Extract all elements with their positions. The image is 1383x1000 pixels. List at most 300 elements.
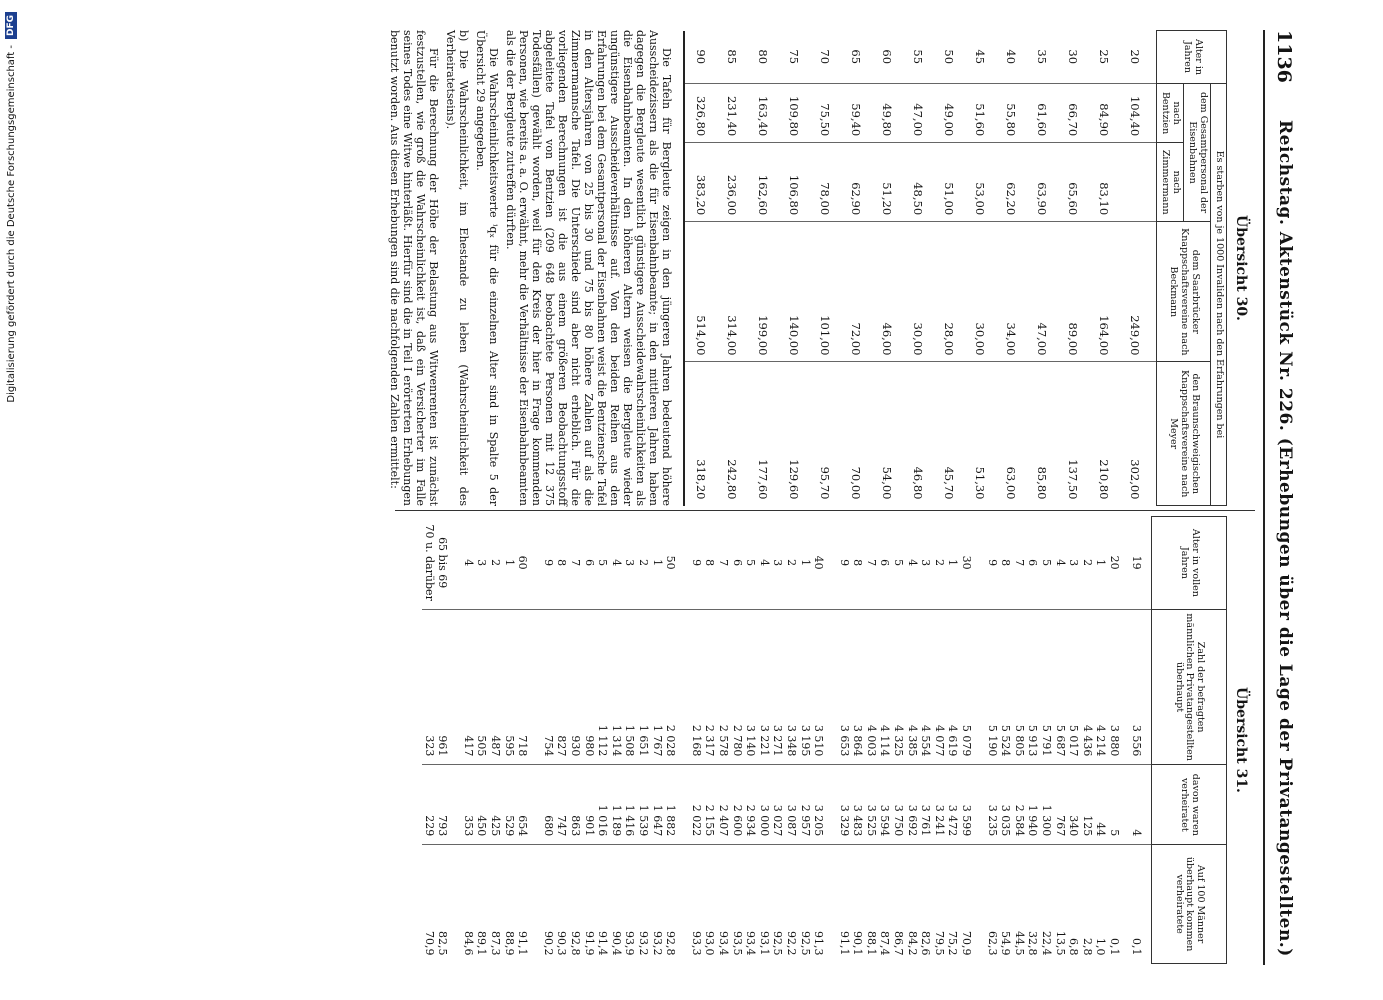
footer-text: Digitalisierung gefördert durch die Deutsche Forschungsgemeinschaft - [5,45,17,403]
zimmermann-cell: 51,20 [871,143,902,222]
brunswick-cell: 85,80 [1026,362,1057,506]
t31-head-age: Alter in vollen Jahren [1152,517,1227,610]
percent-cell: 6,8 [1067,845,1081,964]
bentzien-cell: 49,80 [871,84,902,143]
age-cell: 30 [960,555,974,570]
brunswick-cell: 137,50 [1057,362,1088,506]
total-cell: 754 [541,609,555,765]
table-row [798,517,812,964]
brunswick-cell: 302,00 [1119,362,1157,506]
table-row [851,517,865,964]
bentzien-cell: 49,00 [933,84,964,143]
total-cell: 961 [436,609,450,765]
total-cell: 1 314 [609,609,623,765]
bentzien-cell: 104,40 [1119,84,1157,143]
percent-cell: 90,3 [555,845,569,964]
overview-31-title: Übersicht 31. [1233,687,1249,793]
age-cell: 5 [596,559,610,567]
table-row [1067,517,1081,964]
percent-cell: 93,5 [730,845,744,964]
percent-cell: 88,9 [502,845,516,964]
table-row [809,31,840,506]
age-cell: 6 [1026,559,1040,567]
married-cell: 3 235 [985,765,999,845]
married-cell: 654 [516,765,530,845]
age-cell: 2 [637,559,650,567]
bentzien-cell: 61,60 [1026,84,1057,143]
age-cell: 75 [786,49,801,65]
table-row [502,517,516,964]
saar-cell: 34,00 [995,222,1026,362]
table-row [1026,517,1040,964]
age-cell: 2 [784,559,798,567]
age-cell: 1 [946,559,960,567]
age-cell: 45 [972,49,987,65]
total-cell: 4 385 [905,609,919,765]
age-cell: 4 [1053,559,1067,567]
zimmermann-cell: 106,80 [778,143,809,222]
saar-cell: 89,00 [1057,222,1088,362]
item-label: b) [457,30,471,42]
percent-cell: 70,9 [959,845,973,964]
bentzien-cell: 326,80 [684,84,716,143]
age-cell: 2 [489,559,503,567]
t30-head-rail: dem Gesamtpersonal der Eisenbahnen [1184,84,1211,222]
percent-cell: 44,5 [1012,845,1026,964]
percent-cell: 22,4 [1039,845,1053,964]
brunswick-cell: 46,80 [902,362,933,506]
zimmermann-cell [1119,143,1157,222]
percent-cell: 84,2 [905,845,919,964]
age-cell: 6 [878,559,892,567]
married-cell: 1 539 [636,765,650,845]
t30-head-zimmermann: nach Zimmermann [1157,143,1184,222]
table-row [892,517,906,964]
married-cell: 3 761 [919,765,933,845]
percent-cell: 54,9 [999,845,1013,964]
brunswick-cell: 63,00 [995,362,1026,506]
total-cell: 3 880 [1107,609,1121,765]
total-cell: 3 510 [812,609,826,765]
brunswick-cell: 54,00 [871,362,902,506]
age-cell: 9 [985,559,999,567]
percent-cell: 91,4 [596,845,610,964]
married-cell: 44 [1094,765,1108,845]
percent-cell: 84,6 [461,845,475,964]
married-cell: 3 525 [864,765,878,845]
married-cell: 3 241 [932,765,946,845]
item-text: Die Wahrscheinlichkeit, im Ehestande zu leben (Wahrscheinlichkeit des Verheiratetseins). [444,30,471,506]
age-cell: 5 [1040,559,1054,567]
age-cell: 7 [864,559,878,567]
age-cell: 8 [555,559,569,567]
percent-cell: 13,5 [1053,845,1067,964]
age-cell: 70 u. darüber [422,524,436,601]
age-cell: 35 [1034,49,1049,65]
age-cell: 19 [1129,555,1143,570]
percent-cell: 93,4 [744,845,758,964]
total-cell: 2 317 [703,609,717,765]
married-cell: 1 882 [664,765,678,845]
total-cell: 4 077 [932,609,946,765]
total-cell: 2 578 [716,609,730,765]
total-cell: 1 508 [623,609,637,765]
zimmermann-cell: 383,20 [684,143,716,222]
total-cell: 417 [461,609,475,765]
table-row [932,517,946,964]
total-cell: 3 195 [798,609,812,765]
table-row [568,517,582,964]
married-cell: 4 [1121,765,1152,845]
total-cell: 2 028 [664,609,678,765]
zimmermann-cell: 51,00 [933,143,964,222]
age-cell: 65 bis 69 [436,537,450,589]
t30-head-bentzien: nach Bentzien [1157,84,1184,143]
overview-30-table [683,30,1227,506]
age-cell: 90 [693,49,708,65]
total-cell: 2 780 [730,609,744,765]
overview-30-text [388,30,673,506]
married-cell: 353 [461,765,475,845]
overview-30-title: Übersicht 30. [1233,215,1249,321]
table-row [1094,517,1108,964]
married-cell: 1 016 [596,765,610,845]
total-cell: 3 653 [837,609,851,765]
t31-head-pct: Auf 100 Männer überhaupt kommen verheiratete [1152,845,1227,964]
percent-cell: 92,8 [664,845,678,964]
table-row [778,31,809,506]
age-cell: 2 [1080,559,1094,567]
page-title: Reichstag. Aktenstück Nr. 226. (Erhebungen über die Lage der Privatangestellten.) [1275,120,1295,957]
married-cell: 767 [1053,765,1067,845]
zimmermann-cell: 48,50 [902,143,933,222]
percent-cell: 86,7 [892,845,906,964]
paragraph: Die Tafeln für Bergleute zeigen in den jüngeren Jahren bedeutend höhere Ausscheidezissern als die für Eisenbahnbeamte; in den mittleren Jahren haben dagegen die Bergleute wesentlich günstigere Ausscheidewahrscheinlichkeiten als die Eisenbahnbeamten. In den höheren Altern weisen die Bergleute wieder ungünstigere Ausscheideverhältnisse auf. Von den beiden Reihen aus den Erfahrungen bei dem Gesamtpersonal der Eisenbahnen weist die Bentziensche Tafel in den Altersjahren von 25 bis 30 und 75 bis 80 höhere Zahlen auf als die Zimmermannsche Tafel. Die Unterschiede sind aber nicht erheblich. Für die vorliegenden Berechnungen ist die aus einem größeren Beobachtungsstoff abgeleitete Tafel von Bentzien (209 648 beobachtete Personen mit 12 375 Todesfällen) gewählt worden, weil für den Kreis der hier in Frage kommenden Personen, wie bereits a. a. O. erwähnt, mehr die Verhältnisse der Eisenbahnbeamten als die der Bergleute zutreffen dürften. [504,30,674,506]
row-spacer [677,517,689,964]
percent-cell: 87,3 [488,845,502,964]
percent-cell: 90,4 [609,845,623,964]
table-row [812,517,826,964]
saar-cell: 199,00 [747,222,778,362]
total-cell: 2 168 [689,609,703,765]
total-cell: 1 651 [636,609,650,765]
married-cell: 3 483 [851,765,865,845]
brunswick-cell: 95,70 [809,362,840,506]
age-cell: 5 [744,559,758,567]
percent-cell: 92,8 [568,845,582,964]
married-cell: 125 [1080,765,1094,845]
married-cell: 3 035 [999,765,1013,845]
brunswick-cell: 210,80 [1088,362,1119,506]
brunswick-cell: 318,20 [684,362,716,506]
total-cell: 4 619 [946,609,960,765]
percent-cell: 89,1 [475,845,489,964]
t31-head-total: Zahl der befragten männlichen Privatangestellten überhaupt [1152,609,1227,765]
age-cell: 7 [716,559,730,567]
bentzien-cell: 109,80 [778,84,809,143]
table-row [664,517,678,964]
table-row [623,517,637,964]
row-spacer [973,517,985,964]
saar-cell: 249,00 [1119,222,1157,362]
table-row [919,517,933,964]
married-cell: 2 934 [744,765,758,845]
percent-cell: 90,1 [851,845,865,964]
paragraph: Die Wahrscheinlichkeitswerte ⁱqₓ für die einzelnen Alter sind in Spalte 5 der Übersicht 29 angegeben. [474,30,501,506]
age-cell: 9 [837,559,851,567]
table-row [1119,31,1157,506]
married-cell: 901 [582,765,596,845]
total-cell: 595 [502,609,516,765]
saar-cell: 72,00 [840,222,871,362]
age-cell: 8 [703,559,717,567]
percent-cell: 92,5 [771,845,785,964]
age-cell: 30 [1065,49,1080,65]
bentzien-cell: 51,60 [964,84,995,143]
married-cell: 1 416 [623,765,637,845]
saar-cell: 514,00 [684,222,716,362]
total-cell: 505 [475,609,489,765]
overview-31-body [422,517,1151,964]
married-cell: 1 647 [650,765,664,845]
percent-cell: 91,1 [516,845,530,964]
age-cell: 20 [1108,555,1121,570]
zimmermann-cell: 236,00 [716,143,747,222]
total-cell: 487 [488,609,502,765]
brunswick-cell: 51,30 [964,362,995,506]
age-cell: 4 [609,559,623,567]
total-cell: 5 913 [1026,609,1040,765]
table-row [422,517,436,964]
bentzien-cell: 59,40 [840,84,871,143]
total-cell: 930 [568,609,582,765]
table-row [555,517,569,964]
dfg-logo: DFG [5,12,17,39]
married-cell: 3 000 [757,765,771,845]
total-cell: 5 017 [1067,609,1081,765]
percent-cell: 93,4 [716,845,730,964]
married-cell: 2 022 [689,765,703,845]
saar-cell: 30,00 [964,222,995,362]
table-row [747,31,778,506]
table-row [985,517,999,964]
table-row [475,517,489,964]
age-cell: 20 [1127,49,1142,65]
percent-cell: 93,0 [703,845,717,964]
percent-cell: 93,1 [757,845,771,964]
age-cell: 25 [1096,49,1111,65]
percent-cell: 70,9 [422,845,436,964]
total-cell: 323 [422,609,436,765]
married-cell: 1 300 [1039,765,1053,845]
bentzien-cell: 55,80 [995,84,1026,143]
zimmermann-cell: 53,00 [964,143,995,222]
t31-head-married: davon waren verheiratet [1152,765,1227,845]
age-cell: 7 [1012,559,1026,567]
table-row [933,31,964,506]
married-cell: 340 [1067,765,1081,845]
total-cell: 5 079 [959,609,973,765]
married-cell: 1 940 [1026,765,1040,845]
total-cell: 5 791 [1039,609,1053,765]
table-row [999,517,1013,964]
percent-cell: 92,5 [798,845,812,964]
age-cell: 70 [817,49,832,65]
age-cell: 1 [798,559,812,567]
zimmermann-cell: 78,00 [809,143,840,222]
percent-cell: 91,9 [582,845,596,964]
age-cell: 8 [851,559,865,567]
total-cell: 4 554 [919,609,933,765]
married-cell: 2 600 [730,765,744,845]
married-cell: 2 957 [798,765,812,845]
page-number: 1136 [1273,30,1295,83]
total-cell: 5 190 [985,609,999,765]
total-cell: 5 805 [1012,609,1026,765]
bentzien-cell: 163,40 [747,84,778,143]
age-cell: 7 [569,559,583,567]
total-cell: 3 140 [744,609,758,765]
table-row [757,517,771,964]
t30-head-age: Alter in Jahren [1157,31,1227,84]
table-row [964,31,995,506]
total-cell: 3 221 [757,609,771,765]
table-row [1088,31,1119,506]
total-cell: 3 556 [1121,609,1152,765]
brunswick-cell: 177,60 [747,362,778,506]
percent-cell: 91,3 [812,845,826,964]
married-cell: 680 [541,765,555,845]
table-row [488,517,502,964]
digitization-footer [0,0,22,1000]
table-row [436,517,450,964]
table-row [995,31,1026,506]
total-cell: 1 767 [650,609,664,765]
table-row [1107,517,1121,964]
percent-cell: 88,1 [864,845,878,964]
age-cell: 50 [664,555,678,570]
age-cell: 60 [516,555,530,570]
bentzien-cell: 75,50 [809,84,840,143]
percent-cell: 0,1 [1121,845,1152,964]
saar-cell: 164,00 [1088,222,1119,362]
age-cell: 6 [582,559,596,567]
married-cell: 3 027 [771,765,785,845]
percent-cell: 90,2 [541,845,555,964]
table-row [1080,517,1094,964]
table-row [703,517,717,964]
married-cell: 2 584 [1012,765,1026,845]
percent-cell: 62,3 [985,845,999,964]
age-cell: 3 [919,559,933,567]
age-cell: 3 [1067,559,1081,567]
percent-cell: 1,0 [1094,845,1108,964]
total-cell: 4 114 [878,609,892,765]
percent-cell: 2,8 [1080,845,1094,964]
table-row [959,517,973,964]
age-cell: 85 [724,49,739,65]
saar-cell: 314,00 [716,222,747,362]
age-cell: 3 [623,559,637,567]
percent-cell: 93,3 [689,845,703,964]
total-cell: 4 325 [892,609,906,765]
table-row [516,517,530,964]
table-row [840,31,871,506]
table-row [1012,517,1026,964]
brunswick-cell: 129,60 [778,362,809,506]
percent-cell: 93,2 [636,845,650,964]
brunswick-cell: 45,70 [933,362,964,506]
zimmermann-cell: 63,90 [1026,143,1057,222]
age-cell: 50 [941,49,956,65]
married-cell: 1 189 [609,765,623,845]
age-cell: 4 [461,559,475,567]
age-cell: 55 [910,49,925,65]
married-cell: 425 [488,765,502,845]
total-cell: 5 687 [1053,609,1067,765]
percent-cell: 75,2 [946,845,960,964]
age-cell: 65 [848,49,863,65]
bentzien-cell: 231,40 [716,84,747,143]
married-cell: 3 205 [812,765,826,845]
married-cell: 793 [436,765,450,845]
overview-31-table [422,516,1227,964]
page-header [1265,30,1305,960]
zimmermann-cell: 62,90 [840,143,871,222]
married-cell: 5 [1107,765,1121,845]
list-item [444,30,470,506]
married-cell: 3 692 [905,765,919,845]
column-divider [395,510,1255,511]
total-cell: 3 864 [851,609,865,765]
table-row [541,517,555,964]
age-cell: 4 [757,559,771,567]
total-cell: 827 [555,609,569,765]
total-cell: 1 112 [596,609,610,765]
percent-cell: 32,8 [1026,845,1040,964]
table-row [461,517,475,964]
table-row [609,517,623,964]
total-cell: 4 436 [1080,609,1094,765]
table-row [864,517,878,964]
percent-cell: 82,6 [919,845,933,964]
table-row [684,31,716,506]
age-cell: 80 [755,49,770,65]
overview-30 [384,30,1255,506]
table-row [716,31,747,506]
married-cell: 3 087 [784,765,798,845]
age-cell: 8 [999,559,1013,567]
total-cell: 5 524 [999,609,1013,765]
bentzien-cell: 66,70 [1057,84,1088,143]
total-cell: 4 214 [1094,609,1108,765]
age-cell: 5 [892,559,906,567]
married-cell: 529 [502,765,516,845]
table-row [1053,517,1067,964]
age-cell: 1 [502,559,516,567]
table-row [1039,517,1053,964]
married-cell: 450 [475,765,489,845]
married-cell: 3 599 [959,765,973,845]
percent-cell: 93,2 [650,845,664,964]
zimmermann-cell: 162,60 [747,143,778,222]
age-cell: 1 [1094,559,1108,567]
age-cell: 60 [879,49,894,65]
table-row [946,517,960,964]
percent-cell: 79,5 [932,845,946,964]
age-cell: 6 [730,559,744,567]
saar-cell: 101,00 [809,222,840,362]
